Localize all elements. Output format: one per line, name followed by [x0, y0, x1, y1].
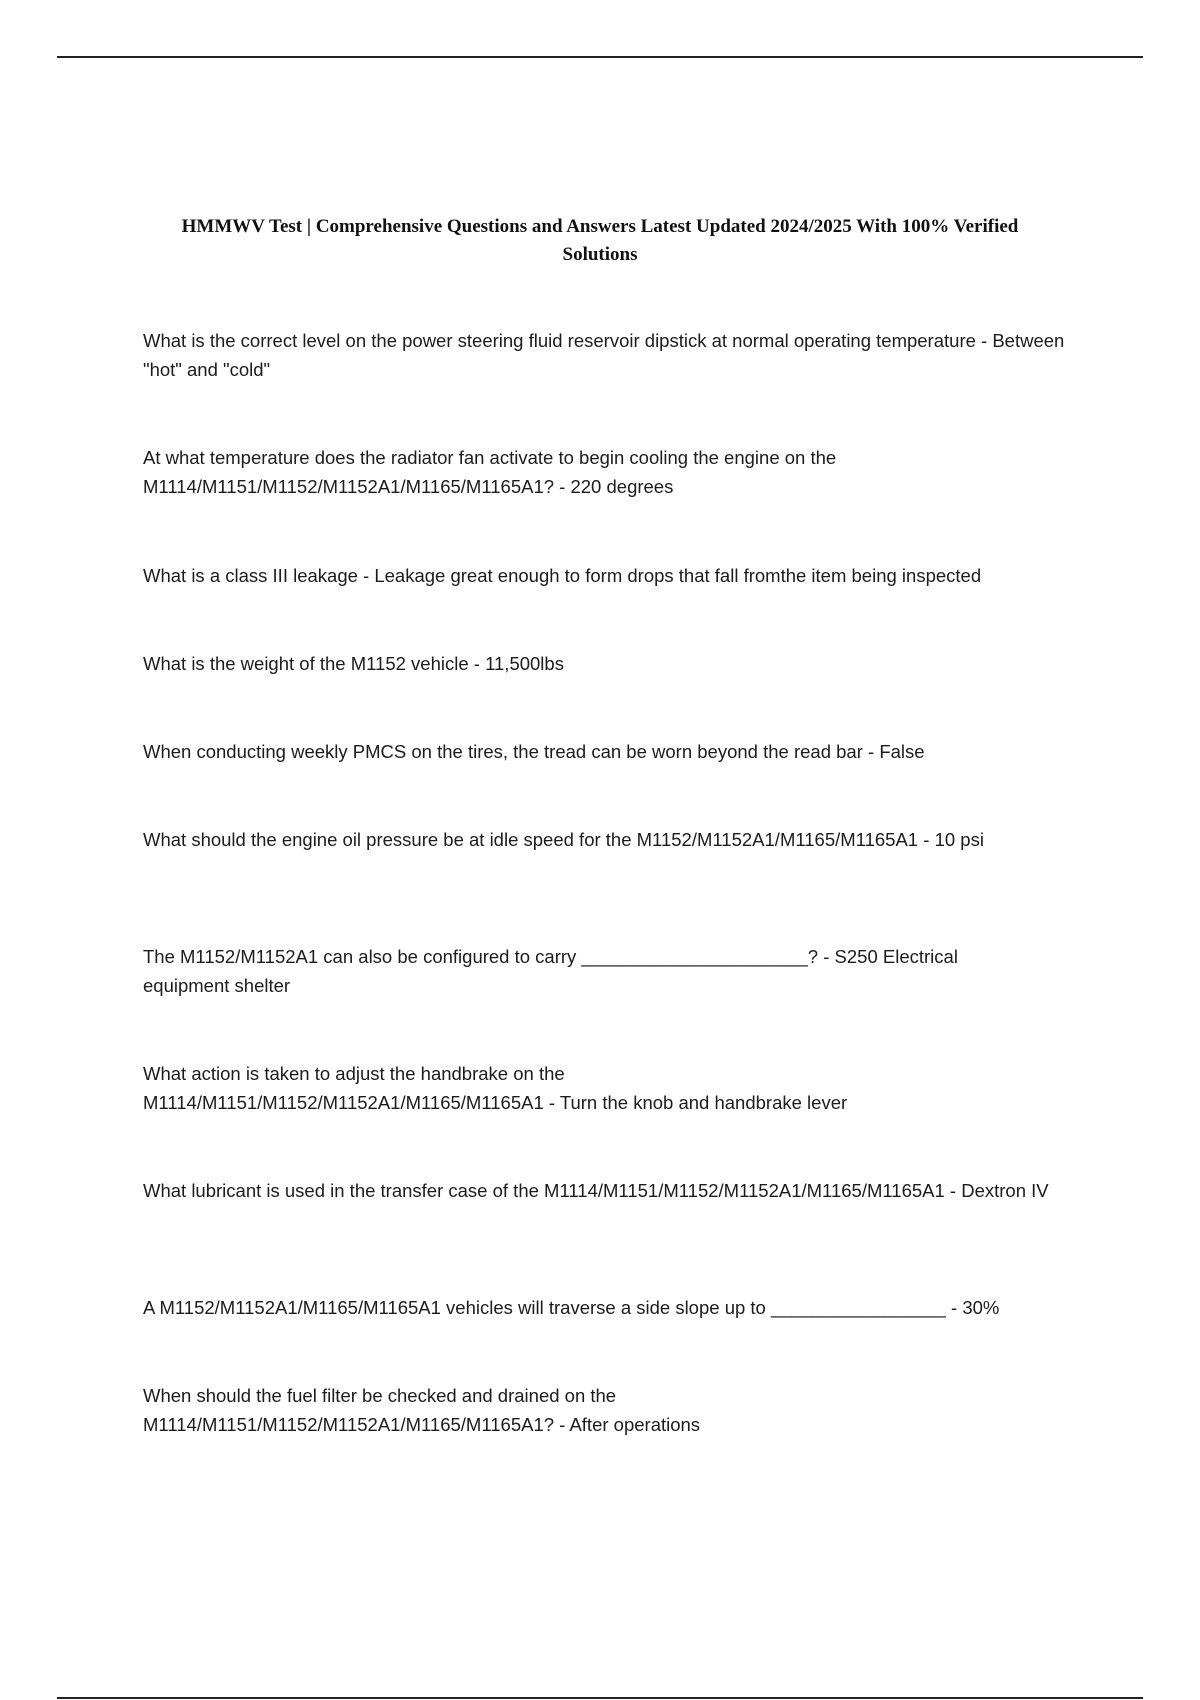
qa-item-3	[143, 561, 1083, 590]
qa-separator: -	[818, 946, 835, 967]
qa-item-6	[143, 825, 1043, 854]
qa-separator: -	[543, 1092, 560, 1113]
question-text: At what temperature does the radiator fan activate to begin cooling the engine on the M1114/M1151/M1152/M1152A1/M1165/M1165A1?	[143, 447, 837, 497]
answer-text: After operations	[569, 1414, 701, 1435]
qa-item-9	[143, 1176, 1103, 1205]
qa-separator: -	[862, 741, 880, 762]
qa-separator: -	[945, 1297, 963, 1318]
qa-separator: -	[918, 829, 935, 850]
qa-separator: -	[554, 1414, 570, 1435]
answer-text: 220 degrees	[570, 476, 674, 497]
answer-text: 11,500lbs	[485, 653, 564, 674]
question-text: The M1152/M1152A1 can also be configured to carry ______________________?	[143, 946, 819, 967]
question-text: When should the fuel filter be checked and drained on the M1114/M1151/M1152/M1152A1/M1165/M1165A1?	[143, 1385, 617, 1435]
qa-item-5	[143, 737, 1083, 766]
qa-item-4	[143, 649, 1083, 678]
question-text: What is a class III leakage	[143, 565, 358, 586]
qa-item-8	[143, 1059, 923, 1117]
question-text: What is the weight of the M1152 vehicle	[143, 653, 469, 674]
qa-separator: -	[975, 330, 993, 351]
bottom-rule	[57, 1697, 1143, 1699]
answer-text: Leakage great enough to form drops that fall fromthe item being inspected	[374, 565, 982, 586]
answer-text: 10 psi	[934, 829, 984, 850]
answer-text: Turn the knob and handbrake lever	[559, 1092, 848, 1113]
qa-separator: -	[554, 476, 571, 497]
qa-separator: -	[944, 1180, 962, 1201]
question-text: What lubricant is used in the transfer case of the M1114/M1151/M1152/M1152A1/M1165/M1165A1	[143, 1180, 945, 1201]
qa-item-1	[143, 326, 1083, 384]
qa-separator: -	[357, 565, 375, 586]
qa-separator: -	[468, 653, 486, 674]
question-text: What action is taken to adjust the handbrake on the M1114/M1151/M1152/M1152A1/M1165/M1165A1	[143, 1063, 565, 1113]
qa-item-11	[143, 1381, 903, 1439]
answer-text: S250 Electrical equipment shelter	[143, 946, 958, 996]
answer-text: Dextron IV	[961, 1180, 1049, 1201]
qa-item-2	[143, 443, 923, 501]
answer-text: 30%	[962, 1297, 1000, 1318]
document-title: HMMWV Test | Comprehensive Questions and Answers Latest Updated 2024/2025 With 100% Verified Solutions	[181, 216, 1019, 265]
question-text: What is the correct level on the power steering fluid reservoir dipstick at normal operating temperature	[143, 330, 976, 351]
question-text: When conducting weekly PMCS on the tires, the tread can be worn beyond the read bar	[143, 741, 863, 762]
question-text: What should the engine oil pressure be at idle speed for the M1152/M1152A1/M1165/M1165A1	[143, 829, 919, 850]
question-text: A M1152/M1152A1/M1165/M1165A1 vehicles will traverse a side slope up to _________________	[143, 1297, 946, 1318]
top-rule	[57, 56, 1143, 58]
qa-item-10	[143, 1293, 1083, 1322]
qa-item-7	[143, 942, 1033, 1000]
answer-text: Between "hot" and "cold"	[143, 330, 1065, 380]
answer-text: False	[879, 741, 925, 762]
